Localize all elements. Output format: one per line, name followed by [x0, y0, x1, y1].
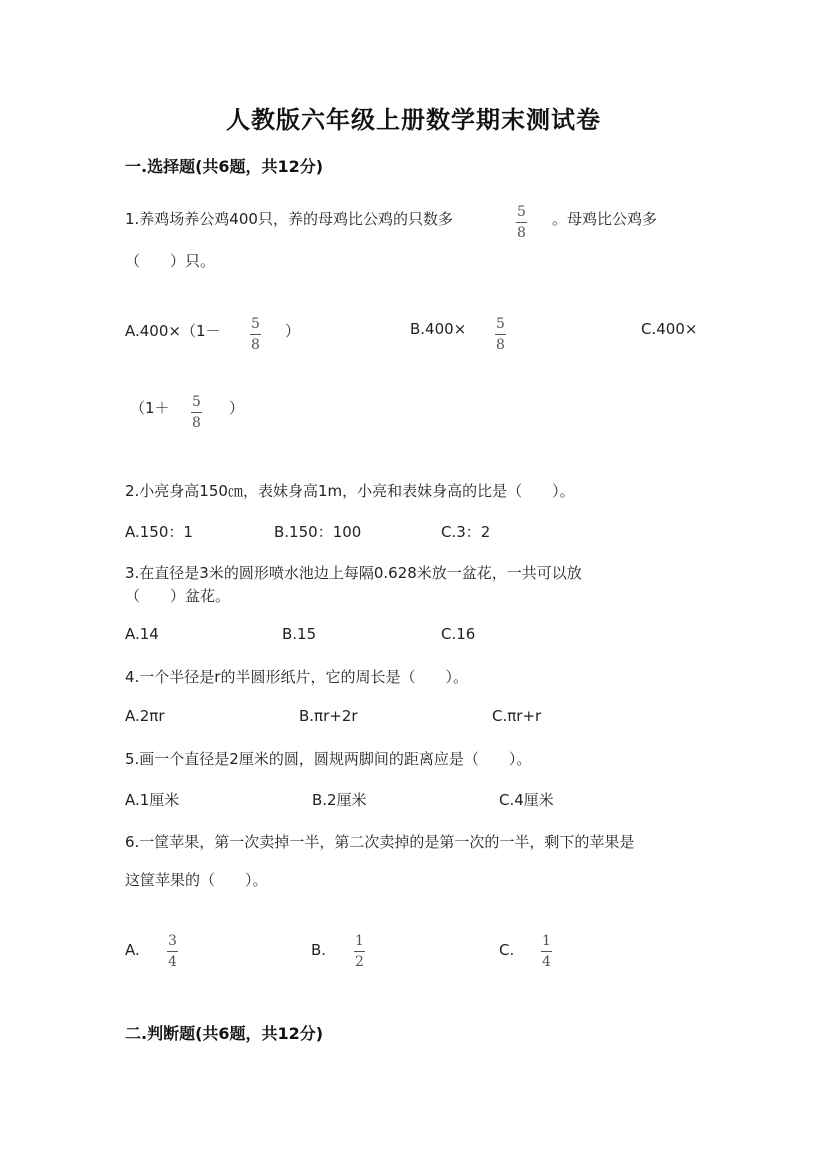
fraction-denominator: 8 [251, 337, 260, 353]
fraction-bar [516, 222, 527, 223]
fraction-numerator: 5 [192, 394, 201, 410]
question-2-text: 2.小亮身高150㎝，表妹身高1m，小亮和表妹身高的比是（ ）。 [125, 482, 575, 500]
option-6b-label: B. [311, 941, 327, 959]
option-2c: C.3：2 [441, 523, 491, 541]
option-5b: B.2厘米 [312, 791, 367, 809]
option-1b-fraction [495, 317, 506, 352]
fraction-denominator: 8 [192, 415, 201, 431]
option-4b: B.πr+2r [299, 707, 358, 725]
option-6a-label: A. [125, 941, 140, 959]
option-1c-prefix: C.400× [641, 320, 698, 338]
fraction-denominator: 4 [542, 954, 551, 970]
fraction-denominator: 8 [517, 225, 526, 241]
fraction-numerator: 5 [496, 316, 505, 332]
page-title: 人教版六年级上册数学期末测试卷 [226, 105, 601, 134]
option-1c-line2-prefix: （1＋ [130, 399, 170, 417]
option-3c: C.16 [441, 625, 476, 643]
question-1-text: 1.养鸡场养公鸡400只，养的母鸡比公鸡的只数多 [125, 210, 453, 228]
section-heading-choice: 一.选择题(共6题，共12分) [125, 157, 324, 176]
question-6-blank: 这筐苹果的（ ）。 [125, 871, 268, 889]
fraction-bar [495, 334, 506, 335]
fraction-denominator: 8 [496, 337, 505, 353]
option-6b-fraction [354, 934, 365, 969]
question-1-fraction [516, 205, 527, 240]
question-5-text: 5.画一个直径是2厘米的圆，圆规两脚间的距离应是（ ）。 [125, 750, 532, 768]
fraction-bar [354, 951, 365, 952]
option-2b: B.150：100 [274, 523, 362, 541]
fraction-bar [191, 412, 202, 413]
section-heading-judgment: 二.判断题(共6题，共12分) [125, 1024, 324, 1043]
question-1-text-after: 。母鸡比公鸡多 [552, 210, 658, 228]
option-6a-fraction [167, 934, 178, 969]
option-1a-fraction [250, 317, 261, 352]
option-3b: B.15 [282, 625, 317, 643]
option-4a: A.2πr [125, 707, 165, 725]
option-1b-prefix: B.400× [410, 320, 467, 338]
option-1a-prefix: A.400×（1－ [125, 322, 221, 340]
fraction-numerator: 5 [251, 316, 260, 332]
option-1c-fraction [191, 395, 202, 430]
fraction-numerator: 3 [168, 933, 177, 949]
option-5a: A.1厘米 [125, 791, 180, 809]
fraction-bar [167, 951, 178, 952]
option-3a: A.14 [125, 625, 159, 643]
option-6c-label: C. [499, 941, 515, 959]
option-1a-suffix: ） [285, 322, 301, 340]
fraction-bar [250, 334, 261, 335]
fraction-numerator: 1 [355, 933, 364, 949]
fraction-numerator: 1 [542, 933, 551, 949]
option-6c-fraction [541, 934, 552, 969]
fraction-denominator: 2 [355, 954, 364, 970]
question-4-text: 4.一个半径是r的半圆形纸片，它的周长是（ ）。 [125, 668, 468, 686]
question-1-blank: （ ）只。 [125, 252, 216, 270]
option-1c-suffix: ） [229, 399, 245, 417]
fraction-denominator: 4 [168, 954, 177, 970]
question-3-text: 3.在直径是3米的圆形喷水池边上每隔0.628米放一盆花，一共可以放 [125, 564, 582, 582]
fraction-numerator: 5 [517, 204, 526, 220]
option-2a: A.150：1 [125, 523, 193, 541]
fraction-bar [541, 951, 552, 952]
question-3-blank: （ ）盆花。 [125, 587, 231, 605]
option-4c: C.πr+r [492, 707, 542, 725]
option-5c: C.4厘米 [499, 791, 554, 809]
question-6-text: 6.一筐苹果，第一次卖掉一半，第二次卖掉的是第一次的一半，剩下的苹果是 [125, 833, 635, 851]
